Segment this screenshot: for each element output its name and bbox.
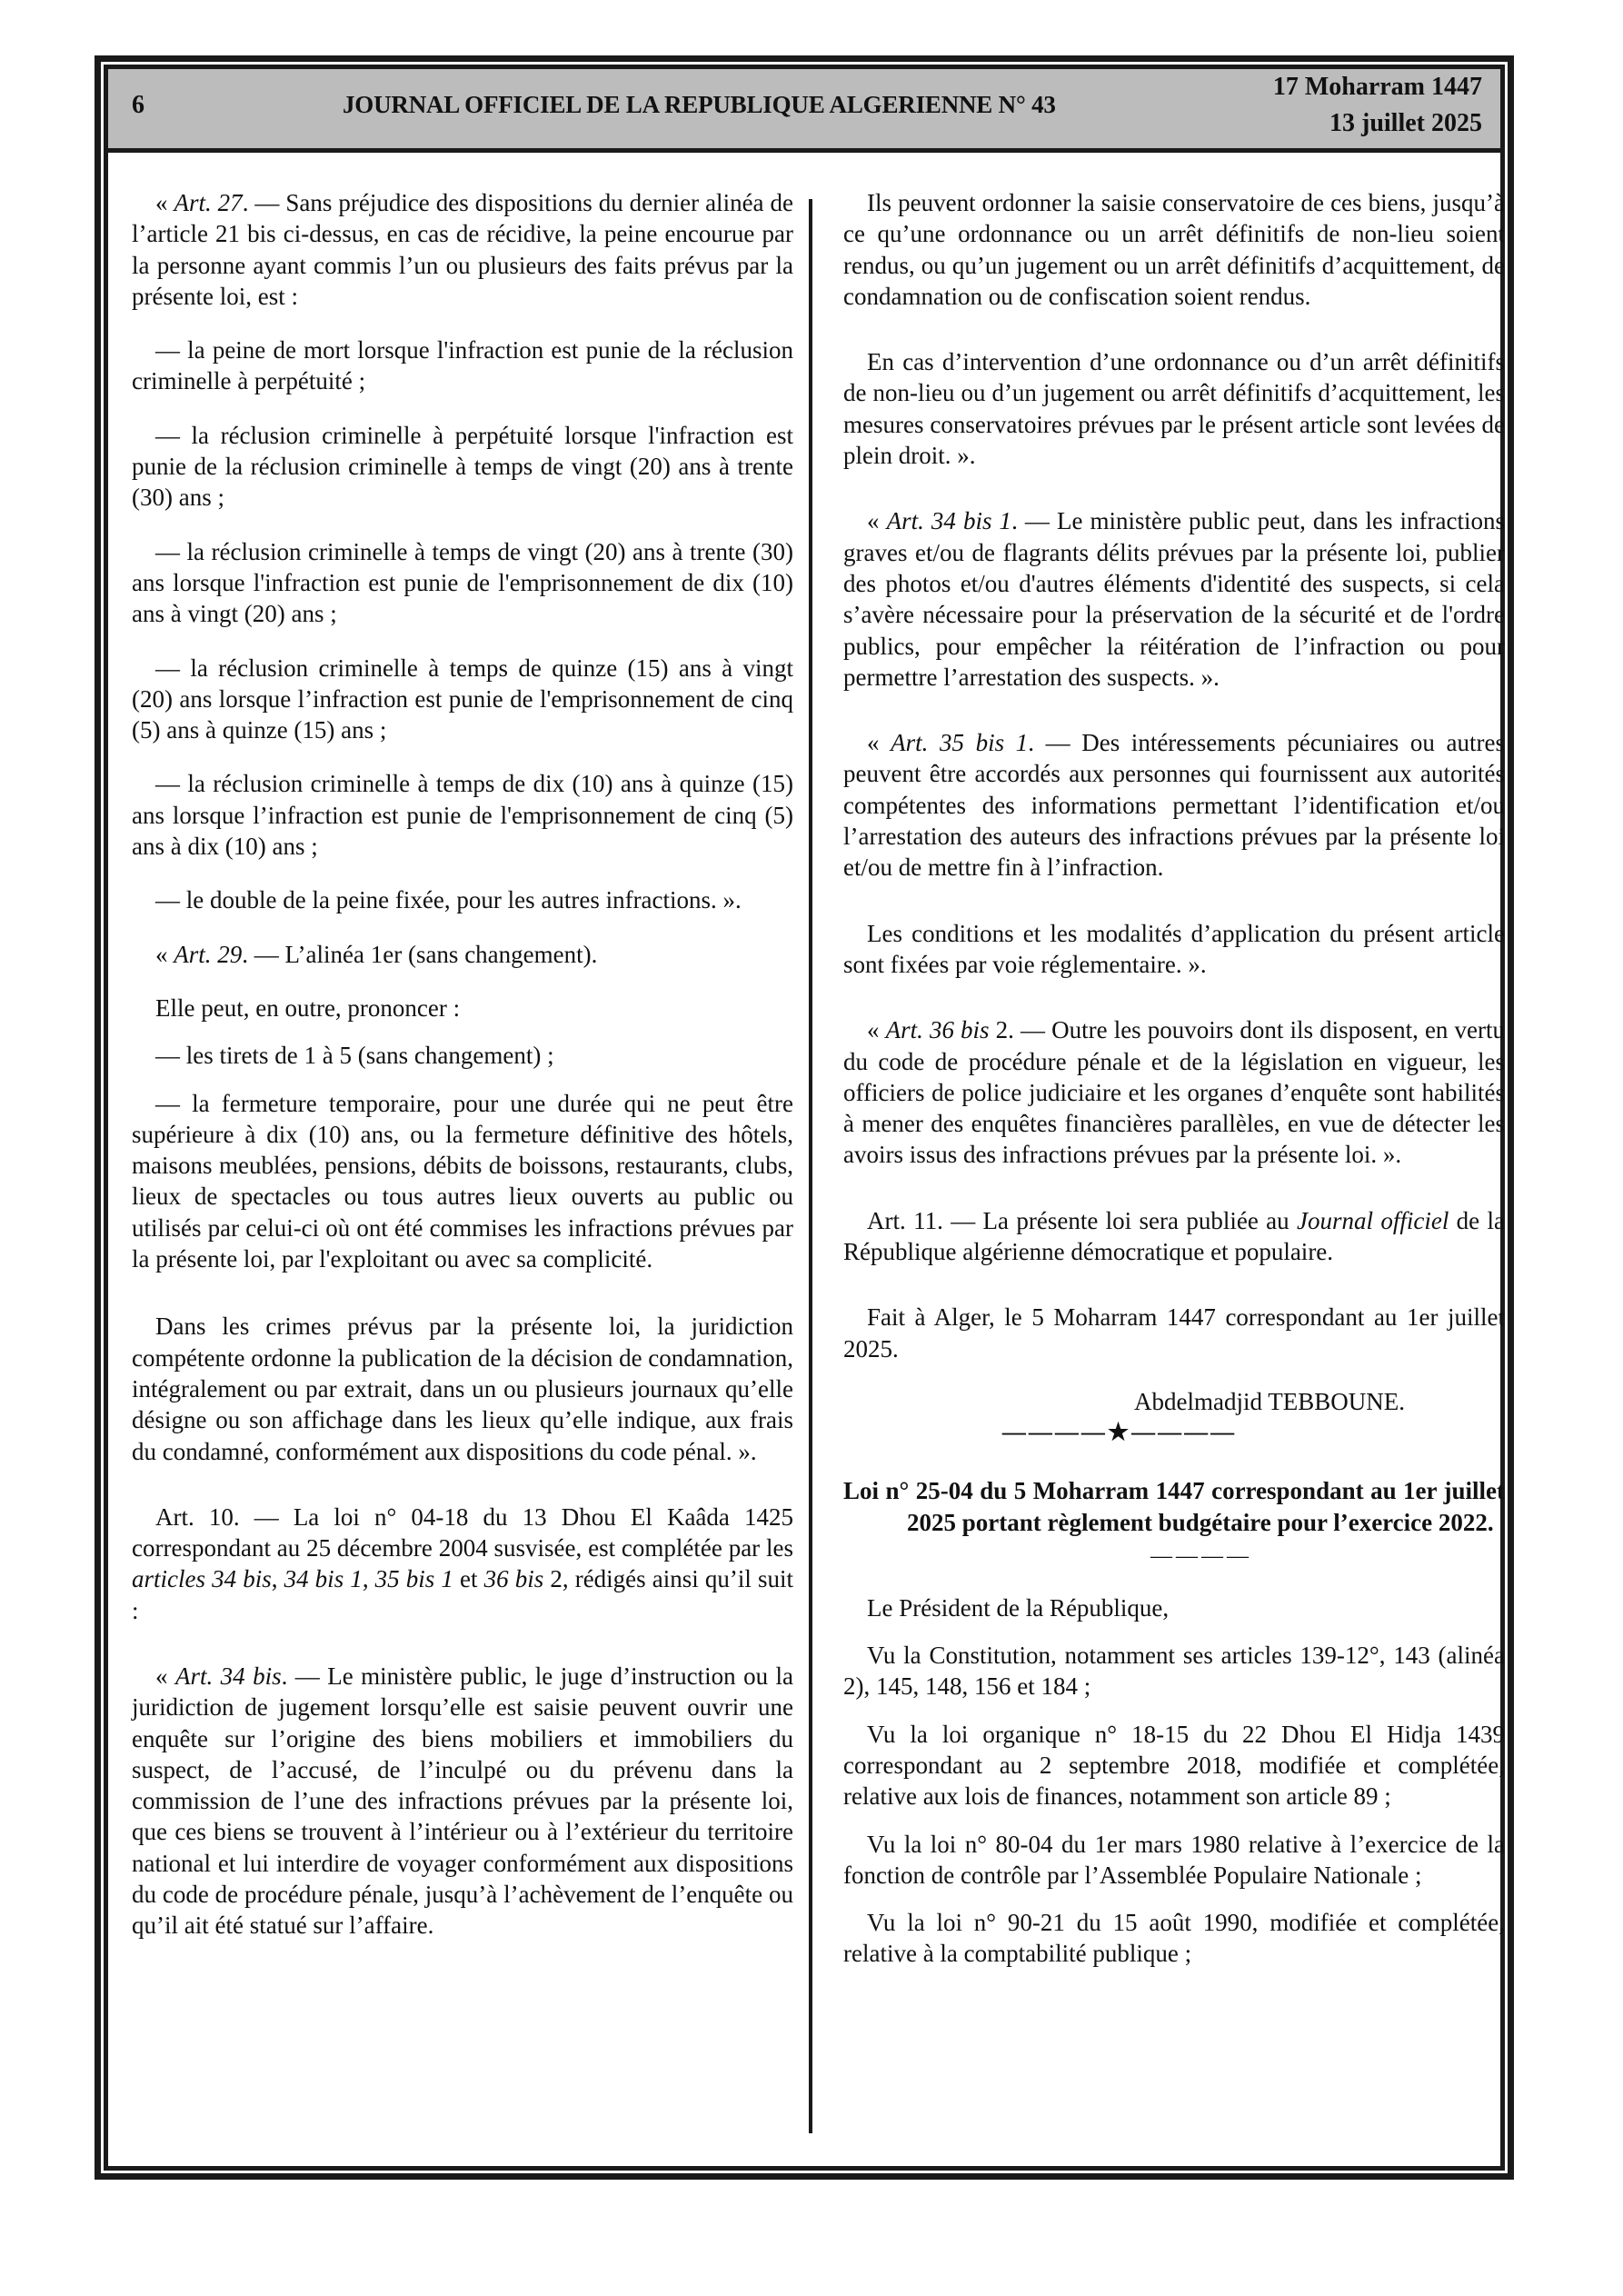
done-at: Fait à Alger, le 5 Moharram 1447 correspondant au 1er juillet 2025. [843,1303,1505,1363]
paragraph: En cas d’intervention d’une ordonnance ou d’un arrêt définitifs de non-lieu ou d’un jugement ou arrêt définitifs d’acquittement, les mesures conservatoires prévues par le présent article sont levées de plein droit. ». [843,348,1505,470]
article-34-bis: « Art. 34 bis. — Le ministère public, le juge d’instruction ou la juridiction de jugement lorsqu’elle est saisie peuvent ouvrir une enquête sur l’origine des biens mobiliers et immobiliers du suspect, de l’accusé, de l’inculpé ou du prévenu dans la commission de l’une des infractions prévues par la présente loi, que ces biens se trouvent à l’intérieur ou à l’extérieur du territoire national et lui interdire de voyager conformément aux dispositions du code de procédure pénale, jusqu’à l’achèvement de l’enquête ou qu’il ait été statué sur l’affaire. [132,1662,793,1940]
article-35-bis-1: « Art. 35 bis 1. — Des intéressements pécuniaires ou autres peuvent être accordés aux personnes qui fournissent aux autorités compétentes des informations permettant l’identification et/ou l’arrestation des auteurs des infractions prévues par la présente loi et/ou de mettre fin à l’infraction. [843,729,1506,882]
journal-title: JOURNAL OFFICIEL DE LA REPUBLIQUE ALGERIENNE N° 43 [343,91,1056,118]
dash-separator: ———— [1150,1543,1252,1568]
article-label: Art. 34 bis 1 [886,507,1012,535]
article-label: Art. 36 bis [885,1016,990,1044]
list-item: — la réclusion criminelle à perpétuité lorsque l'infraction est punie de la réclusion criminelle à temps de vingt (20) ans à trente (30) ans ; [132,421,793,512]
paragraph: Elle peut, en outre, prononcer : [155,993,461,1022]
vu-item: Vu la Constitution, notamment ses articles 139-12°, 143 (alinéa 2), 145, 148, 156 et 184 ; [843,1642,1505,1701]
president-heading: Le Président de la République, [867,1593,1170,1622]
paragraph: Les conditions et les modalités d’application du présent article sont fixées par voie réglementaire. ». [843,919,1505,978]
article-label: Art. 27 [174,189,243,216]
article-label: Art. 34 bis [174,1662,282,1690]
article-10: Art. 10. — La loi n° 04-18 du 13 Dhou El Kaâda 1425 correspondant au 25 décembre 2004 susvisée, est complétée par les articles 34 bis, 34 bis 1, 35 bis 1 et 36 bis 2, rédigés ainsi qu’il suit : [132,1502,793,1624]
list-item: — les tirets de 1 à 5 (sans changement) ; [155,1042,554,1070]
article-34-bis-1: « Art. 34 bis 1. — Le ministère public peut, dans les infractions graves et/ou de flagrants délits prévues par la présente loi, publier des photos et/ou d'autres éléments d'identité des suspects, si cela s’avère nécessaire pour la préservation de la sécurité et de l'ordre publics, pour empêcher la réitération de l’infraction ou pour permettre l’arrestation des suspects. ». [843,507,1506,691]
list-item: — la réclusion criminelle à temps de quinze (15) ans à vingt (20) ans lorsque l’infraction est punie de l'emprisonnement de cinq (5) ans à quinze (15) ans ; [132,654,793,744]
list-item: — la réclusion criminelle à temps de vingt (20) ans à trente (30) ans lorsque l'infraction est punie de l'emprisonnement de dix (10) ans à vingt (20) ans ; [132,537,793,628]
list-item: — la peine de mort lorsque l'infraction est punie de la réclusion criminelle à perpétuité ; [132,336,793,395]
page-header [108,69,1500,153]
star-separator: ————★———— [1001,1419,1238,1446]
date-hijri: 17 Moharram 1447 [1272,73,1482,101]
article-label: Art. 35 bis 1 [891,729,1029,757]
law-title: Loi n° 25-04 du 5 Moharram 1447 correspondant au 1er juillet 2025 portant règlement budgétaire pour l’exercice 2022. [843,1477,1505,1536]
article-36-bis-2: « Art. 36 bis 2. — Outre les pouvoirs dont ils disposent, en vertu du code de procédure pénale et de la législation en vigueur, les officiers de police judiciaire et les organes d’enquête sont habilités à mener des enquêtes financières parallèles, en vue de détecter les avoirs issus des infractions prévues par la présente loi. ». [843,1016,1506,1169]
signature: Abdelmadjid TEBBOUNE. [1134,1387,1405,1415]
article-27: « Art. 27. — Sans préjudice des dispositions du dernier alinéa de l’article 21 bis ci-dessus, en cas de récidive, la peine encourue par la personne ayant commis l’un ou plusieurs des faits prévus par la présente loi, est : [132,189,793,310]
article-29: « Art. 29. — L’alinéa 1er (sans changement). [155,940,598,968]
paragraph: Ils peuvent ordonner la saisie conservatoire de ces biens, jusqu’à ce qu’une ordonnance ou un arrêt définitifs de non-lieu soient rendus, ou qu’un jugement ou un arrêt définitifs d’acquittement, de condamnation ou de confiscation soient rendus. [843,189,1505,310]
paragraph: Dans les crimes prévus par la présente loi, la juridiction compétente ordonne la publication de la décision de condamnation, intégralement ou par extrait, dans un ou plusieurs journaux qu’elle désigne ou son affichage dans les lieux qu’elle indique, aux frais du condamné, conformément aux dispositions du code pénal. ». [132,1313,794,1465]
list-item: — le double de la peine fixée, pour les autres infractions. ». [155,886,742,914]
list-item: — la fermeture temporaire, pour une durée qui ne peut être supérieure à dix (10) ans, ou la fermeture définitive des hôtels, maisons meublées, pensions, débits de boissons, restaurants, clubs, lieux de spectacles ou tous autres lieux ouverts au public ou utilisés par celui-ci où ont été commises les infractions prévues par la présente loi, par l'exploitant ou avec sa complicité. [132,1089,793,1273]
vu-item: Vu la loi n° 90-21 du 15 août 1990, modifiée et complétée, relative à la comptabilité publique ; [843,1909,1505,1968]
list-item: — la réclusion criminelle à temps de dix (10) ans à quinze (15) ans lorsque l’infraction est punie de l'emprisonnement de cinq (5) ans à dix (10) ans ; [132,770,793,861]
article-label: Art. 29 [174,940,243,968]
right-column [843,187,1505,1970]
vu-item: Vu la loi n° 80-04 du 1er mars 1980 relative à l’exercice de la fonction de contrôle par l’Assemblée Populaire Nationale ; [843,1830,1505,1889]
date-gregorian: 13 juillet 2025 [1329,109,1482,137]
vu-item: Vu la loi organique n° 18-15 du 22 Dhou El Hidja 1439 correspondant au 2 septembre 2018, modifiée et complétée, relative aux lois de finances, notamment son article 89 ; [843,1720,1505,1811]
column-divider [809,199,812,2133]
article-11: Art. 11. — La présente loi sera publiée au Journal officiel de la République algérienne démocratique et populaire. [843,1206,1505,1266]
page-number: 6 [132,91,144,119]
left-column [132,187,793,1942]
